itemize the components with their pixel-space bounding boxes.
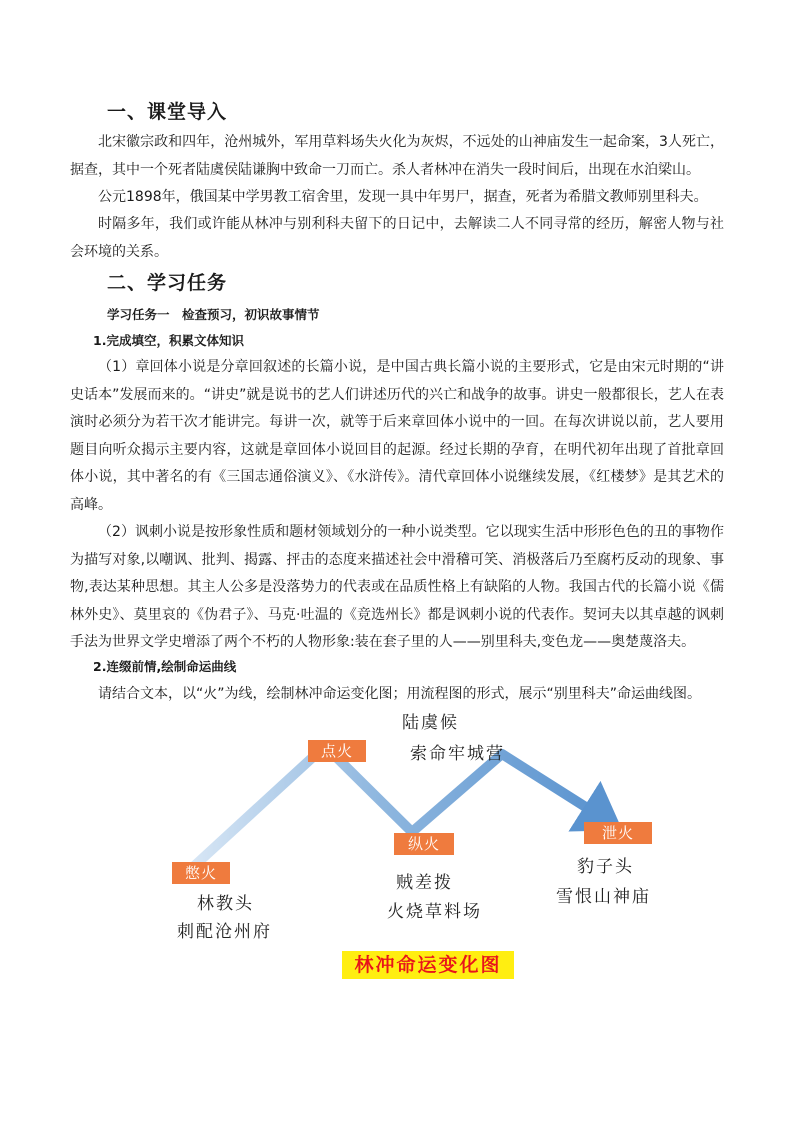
- item-1-title: 1.完成填空，积累文体知识: [93, 333, 244, 348]
- node-line-assassin-camp: 索命牢城营: [410, 744, 505, 764]
- node-line-lin-instructor: 林教头: [197, 894, 254, 914]
- intro-paragraph-1: 北宋徽宗政和四年，沧州城外，军用草料场失火化为灰烬，不远处的山神庙发生一起命案，3人死亡，据查，其中一个死者陆虞侯陆谦胸中致命一刀而亡。杀人者林冲在消失一段时间后，出现在水泊梁山。: [70, 134, 724, 178]
- node-line-revenge-temple: 雪恨山神庙: [556, 887, 651, 907]
- fate-curve-diagram: [150, 708, 670, 983]
- section-1-heading: 一、课堂导入: [107, 101, 228, 123]
- node-line-panther-head: 豹子头: [577, 857, 634, 877]
- intro-paragraph-2: 公元1898年，俄国某中学男教工宿舍里，发现一具中年男尸，据查，死者为希腊文教师别里科夫。: [98, 189, 708, 205]
- node-tag-vent-fire: 泄火: [584, 822, 652, 844]
- node-line-corrupt-officer: 贼差拨: [396, 873, 453, 893]
- item-2-title: 2.连缀前情,绘制命运曲线: [93, 659, 237, 674]
- node-tag-suppressed-fire: 憋火: [172, 862, 230, 884]
- node-line-lu-yuhou: 陆虞候: [402, 713, 459, 733]
- section-2-heading: 二、学习任务: [107, 272, 228, 294]
- node-line-exiled-cangzhou: 刺配沧州府: [177, 922, 272, 942]
- node-tag-arson: 纵火: [394, 833, 454, 855]
- intro-paragraph-3: 时隔多年，我们或许能从林冲与别利科夫留下的日记中，去解读二人不同寻常的经历，解密人物与社会环境的关系。: [70, 216, 724, 260]
- chapter-novel-paragraph: （1）章回体小说是分章回叙述的长篇小说，是中国古典长篇小说的主要形式，它是由宋元时期的“讲史话本”发展而来的。“讲史”就是说书的艺人们讲述历代的兴亡和战争的故事。讲史一般都很长，艺人在表演时必须分为若干次才能讲完。每讲一次，就等于后来章回体小说中的一回。在每次讲说以前，艺人要用题目向听众揭示主要内容，这就是章回体小说回目的起源。经过长期的孕育，在明代初年出现了首批章回体小说，其中著名的有《三国志通俗演义》、《水浒传》。清代章回体小说继续发展，《红楼梦》是其艺术的高峰。: [70, 359, 724, 513]
- node-line-burn-depot: 火烧草料场: [387, 902, 482, 922]
- item-2-instruction: 请结合文本，以“火”为线，绘制林冲命运变化图；用流程图的形式，展示“别里科夫”命运曲线图。: [98, 686, 702, 702]
- diagram-caption: 林冲命运变化图: [342, 951, 514, 979]
- node-tag-ignite: 点火: [308, 740, 366, 762]
- satire-novel-paragraph: （2）讽刺小说是按形象性质和题材领域划分的一种小说类型。它以现实生活中形形色色的丑的事物作为描写对象,以嘲讽、批判、揭露、抨击的态度来描述社会中滑稽可笑、消极落后乃至腐朽反动的现象、事物,表达某种思想。其主人公多是没落势力的代表或在品质性格上有缺陷的人物。我国古代的长篇小说《儒林外史》、莫里哀的《伪君子》、马克·吐温的《竞选州长》都是讽刺小说的代表作。契诃夫以其卓越的讽刺手法为世界文学史增添了两个不朽的人物形象:装在套子里的人——别里科夫,变色龙——奥楚蔑洛夫。: [70, 524, 724, 650]
- task-1-title: 学习任务一 检查预习，初识故事情节: [107, 307, 320, 322]
